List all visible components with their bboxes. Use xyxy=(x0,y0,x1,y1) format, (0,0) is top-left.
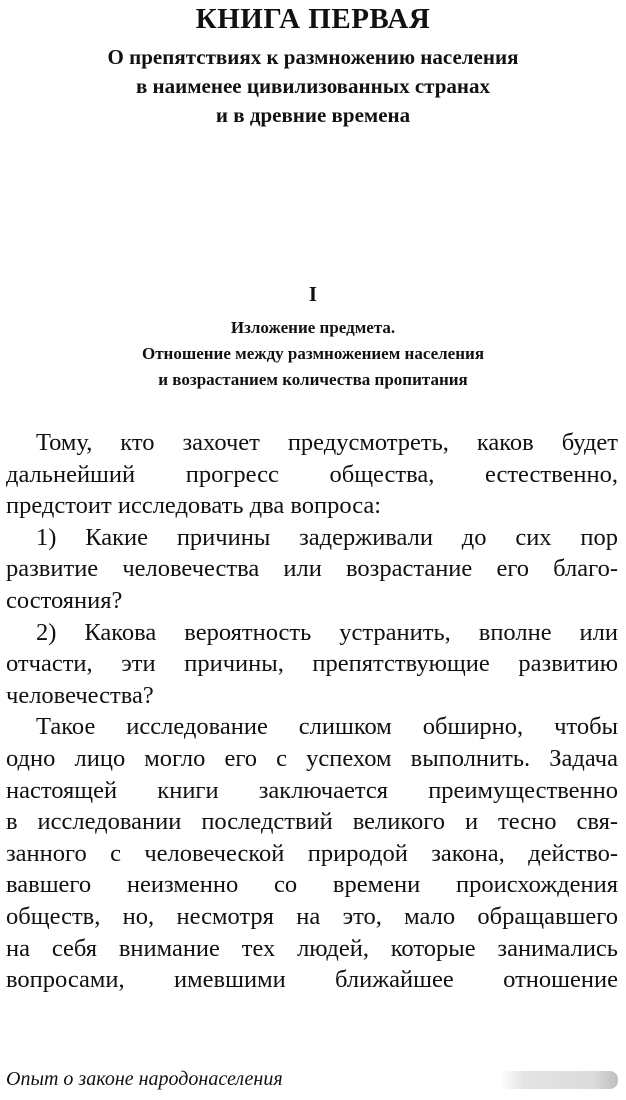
book-subtitle-line: в наименее цивилизованных странах xyxy=(135,74,491,98)
text-line: развитие человечества или возрастание его благо- xyxy=(6,555,618,583)
text-line: вавшего неизменно со времени происхождения xyxy=(6,871,618,899)
text-line: 1) Какие причины задерживали до сих пор xyxy=(36,523,618,551)
chapter-title-line: Отношение между размножением населения xyxy=(141,344,485,363)
watermark-smudge xyxy=(500,1071,618,1089)
text-line: в исследовании последствий великого и тесно свя- xyxy=(6,808,618,836)
text-line: предстоит исследовать два вопроса: xyxy=(6,492,382,520)
running-footer-title: Опыт о законе народонаселения xyxy=(6,1068,283,1090)
text-line: Такое исследование слишком обширно, чтобы xyxy=(36,713,618,741)
text-line: отчасти, эти причины, препятствующие развитию xyxy=(6,650,618,678)
chapter-number: I xyxy=(308,282,318,306)
chapter-title-line: и возрастанием количества пропитания xyxy=(158,370,468,389)
text-line: занного с человеческой природой закона, действо- xyxy=(6,839,618,867)
text-line: Тому, кто захочет предусмотреть, каков будет xyxy=(36,429,618,456)
chapter-title xyxy=(0,315,626,393)
book-subtitle xyxy=(0,43,626,130)
text-line: одно лицо могло его с успехом выполнить. Задача xyxy=(6,744,618,772)
text-line: человечества? xyxy=(6,681,154,709)
text-line: настоящей книги заключается преимущественно xyxy=(6,776,618,804)
text-line: состояния? xyxy=(6,586,123,614)
text-line: обществ, но, несмотря на это, мало обращавшего xyxy=(6,902,618,930)
text-line: на себя внимание тех людей, которые занимались xyxy=(6,934,618,962)
book-subtitle-line: О препятствиях к размножению населения xyxy=(107,45,519,69)
text-line: вопросами, имевшими ближайшее отношение xyxy=(6,966,618,994)
body-text xyxy=(6,427,618,996)
text-line: дальнейший прогресс общества, естественно, xyxy=(6,460,618,488)
book-title: КНИГА ПЕРВАЯ xyxy=(195,3,431,35)
text-line: 2) Какова вероятность устранить, вполне или xyxy=(36,618,618,646)
chapter-title-line: Изложение предмета. xyxy=(230,318,396,337)
book-subtitle-line: и в древние времена xyxy=(215,103,411,127)
